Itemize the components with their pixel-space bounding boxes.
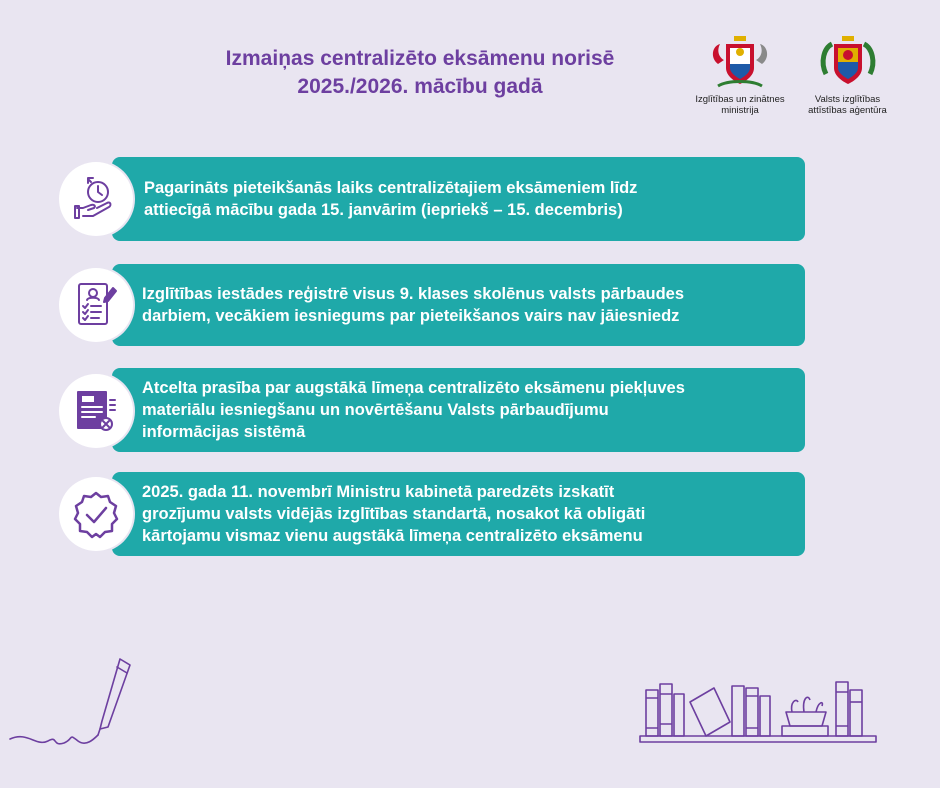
info-card-cabinet-meeting	[112, 472, 805, 556]
info-card-school-registration	[112, 264, 805, 346]
clock-hand-icon	[59, 162, 133, 236]
title-line-1: Izmaiņas centralizēto eksāmenu norisē	[225, 47, 615, 70]
info-card-line: 2025. gada 11. novembrī Ministru kabinetā paredzēts izskatīt	[142, 483, 615, 501]
info-card-line: informācijas sistēmā	[142, 423, 306, 441]
info-card-line: Izglītības iestādes reģistrē visus 9. klases skolēnus valsts pārbaudes	[142, 285, 685, 303]
checklist-clipboard-icon	[59, 268, 133, 342]
page-title	[180, 45, 660, 101]
info-card-line: darbiem, vecākiem iesniegums par pieteikšanos vairs nav jāiesniedz	[142, 307, 680, 325]
agency-logo	[800, 34, 895, 116]
bookshelf-icon	[636, 672, 880, 748]
verified-badge-icon	[59, 477, 133, 551]
info-card-line: attiecīgā mācību gada 15. janvārim (iepriekš – 15. decembris)	[144, 201, 623, 219]
ministry-logo	[690, 34, 790, 116]
info-card-requirement-removed	[112, 368, 805, 452]
ministry-name-line-2: ministrija	[721, 105, 759, 116]
ministry-coat-of-arms-icon	[704, 34, 776, 90]
agency-name-line-1: Valsts izglītības	[814, 94, 881, 105]
title-line-2: 2025./2026. mācību gadā	[297, 75, 543, 98]
info-card-line: materiālu iesniegšanu un novērtēšanu Valsts pārbaudījumu	[142, 401, 609, 419]
agency-name-line-2: attīstības aģentūra	[808, 105, 887, 116]
pen-doodle-icon	[8, 655, 148, 755]
agency-coat-of-arms-icon	[818, 34, 878, 90]
info-card-line: Pagarināts pieteikšanās laiks centralizētajiem eksāmeniem līdz	[144, 179, 638, 197]
info-card-line: grozījumu valsts vidējās izglītības standartā, nosakot kā obligāti	[142, 505, 646, 523]
info-card-extended-deadline	[112, 157, 805, 241]
document-remove-icon	[59, 374, 133, 448]
ministry-name-line-1: Izglītības un zinātnes	[695, 94, 785, 105]
info-card-line: Atcelta prasība par augstākā līmeņa centralizēto eksāmenu piekļuves	[142, 379, 685, 397]
info-card-line: kārtojamu vismaz vienu augstākā līmeņa centralizēto eksāmenu	[142, 527, 643, 545]
